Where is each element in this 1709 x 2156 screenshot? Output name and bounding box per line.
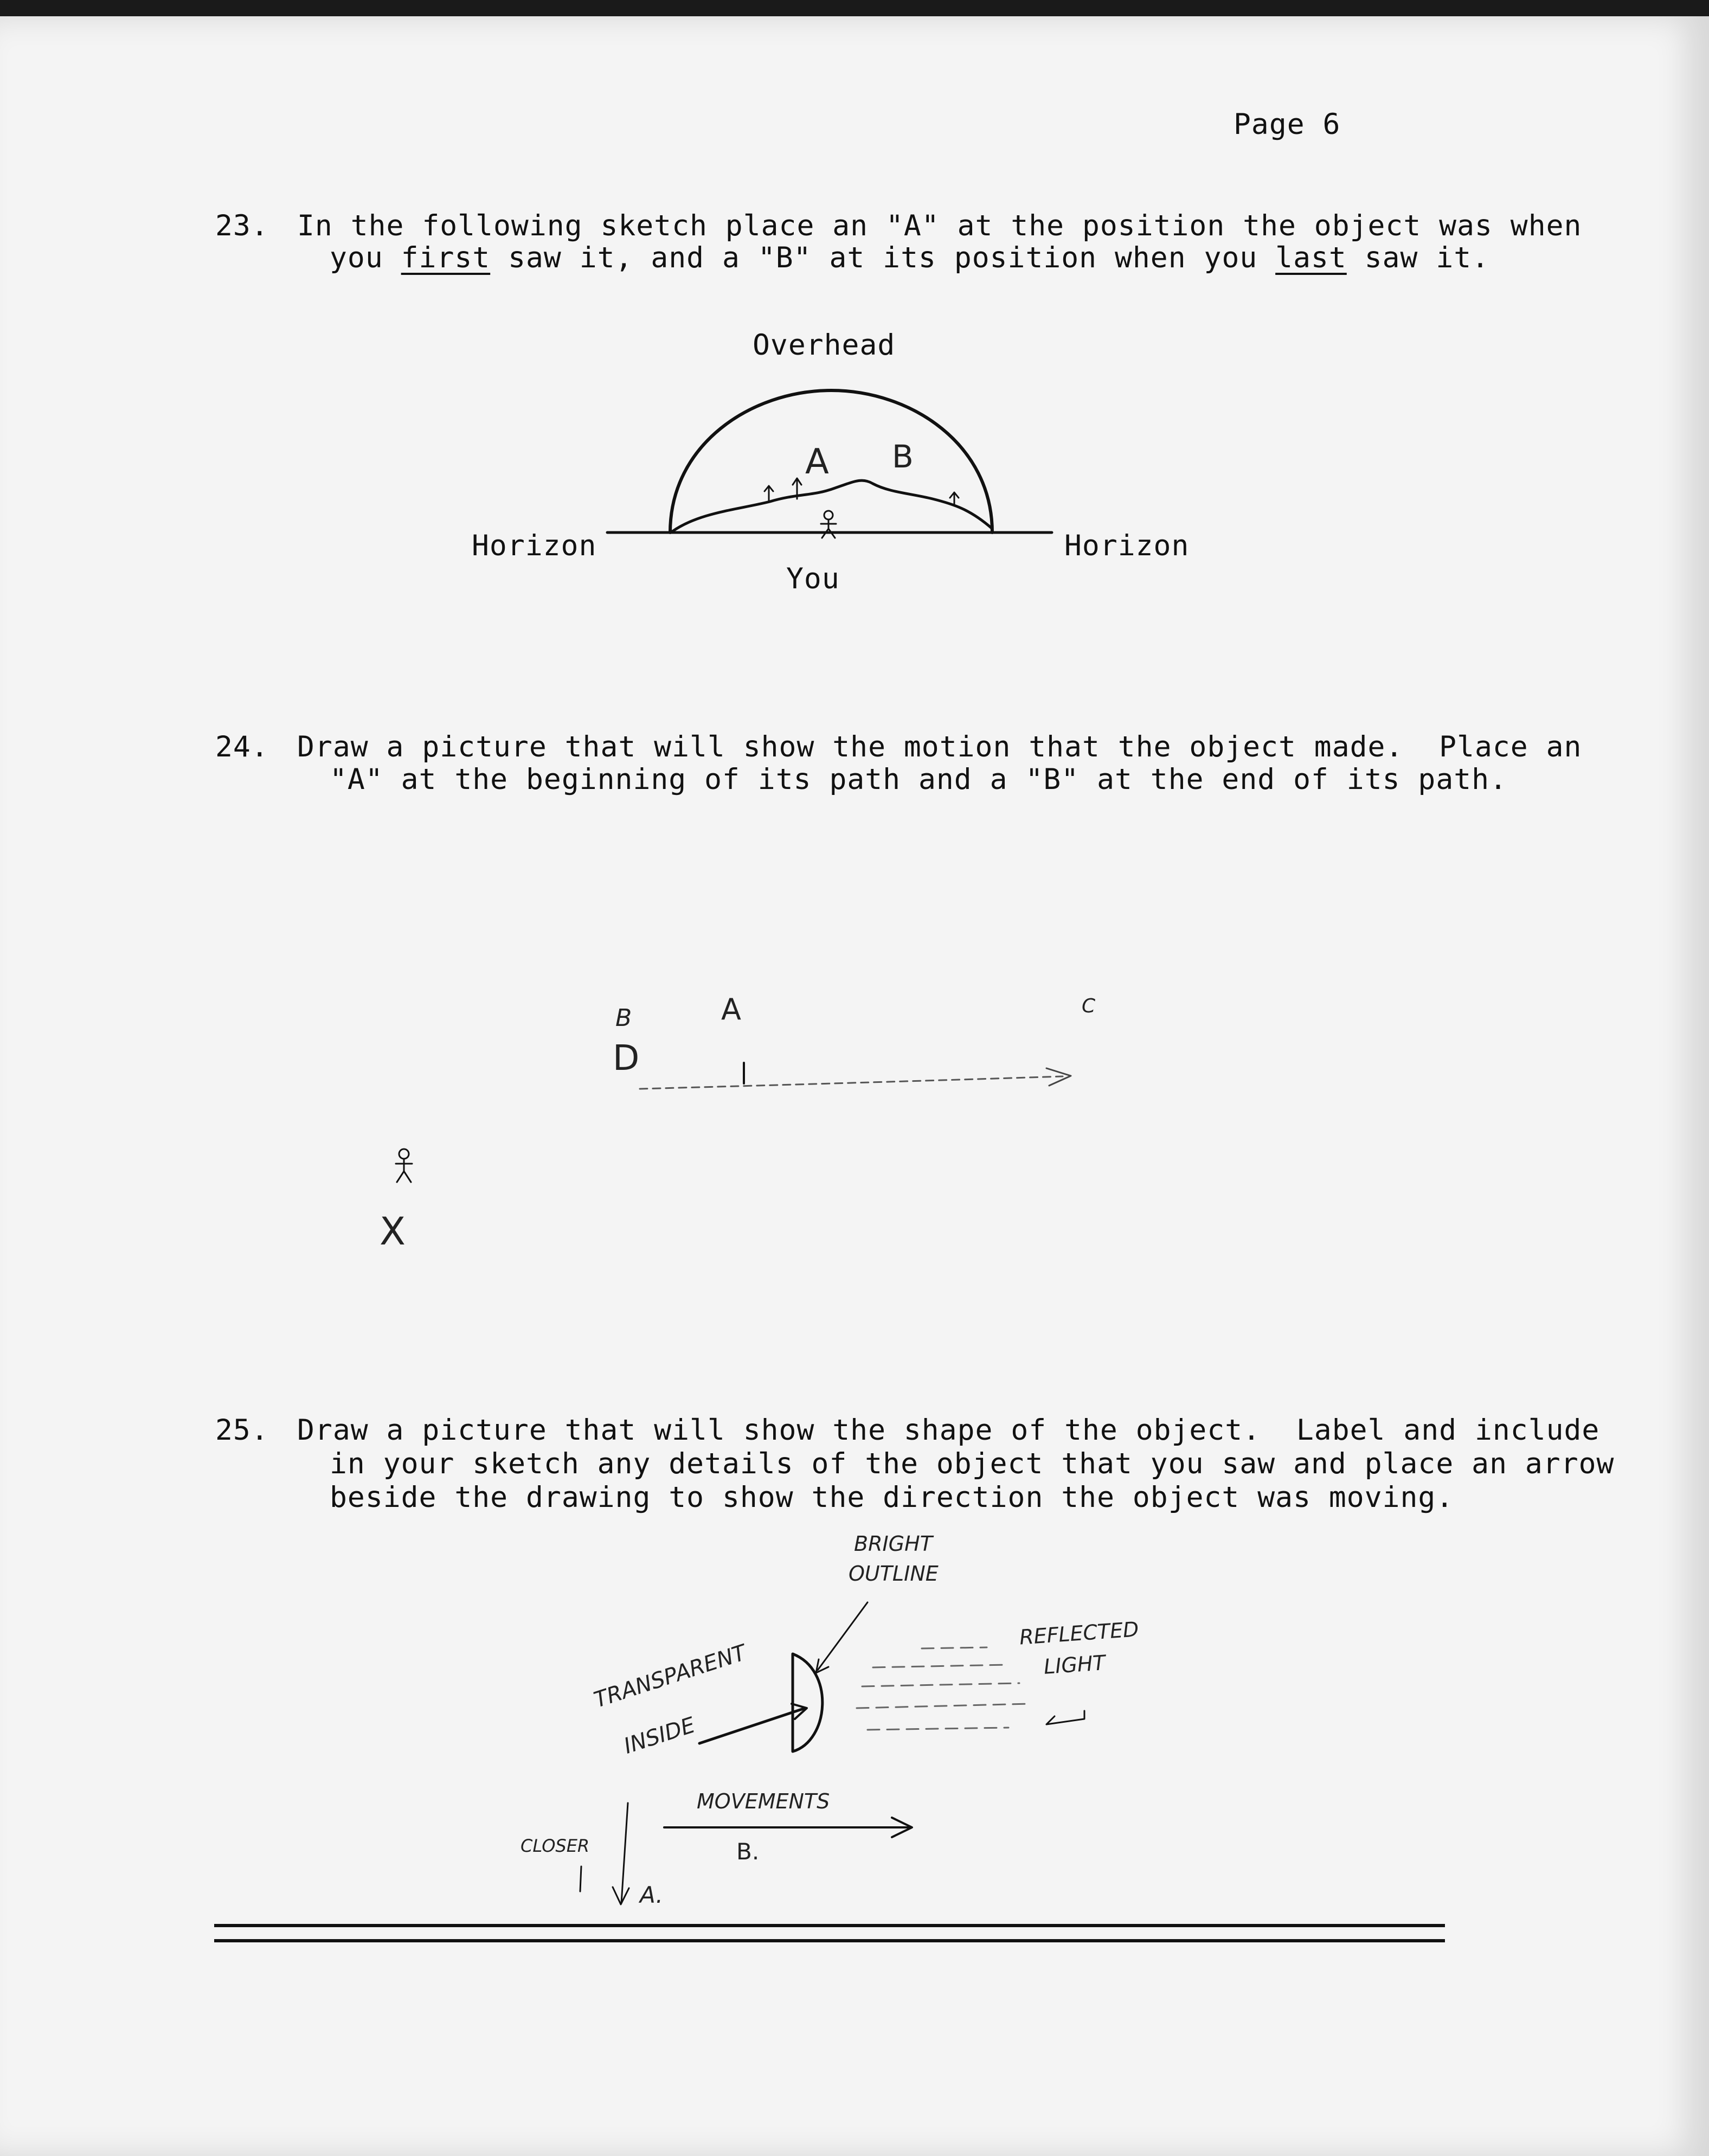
- you-label: You: [786, 562, 840, 595]
- bright-label-line1: BRIGHT: [854, 1532, 933, 1556]
- handwritten-a-mark: A: [805, 442, 829, 482]
- q23-first-word: first: [401, 241, 491, 274]
- reflected-label-line2: LIGHT: [1043, 1651, 1107, 1679]
- overhead-label: Overhead: [753, 329, 896, 362]
- bottom-rule-upper: [214, 1924, 1445, 1927]
- q24-line1: Draw a picture that will show the motion that the object made. Place an: [297, 730, 1582, 763]
- movement-label-b: B.: [736, 1838, 760, 1865]
- q23-line1: In the following sketch place an "A" at the position the object was when: [297, 209, 1582, 242]
- document-page: [0, 16, 1709, 2156]
- observer-stick-figure: [396, 1149, 412, 1182]
- sketch-label-d: D: [613, 1038, 640, 1079]
- reflected-light-arrow: [1046, 1711, 1084, 1724]
- q23-number: 23.: [215, 209, 269, 242]
- sketch-label-a: A: [721, 992, 741, 1026]
- q25-line1: Draw a picture that will show the shape of the object. Label and include: [297, 1414, 1600, 1447]
- bright-label-line2: OUTLINE: [849, 1562, 939, 1586]
- reflected-light-dashes: [857, 1647, 1030, 1730]
- vertical-movement-line: [621, 1803, 628, 1903]
- transparent-inside-arrow: [699, 1708, 805, 1743]
- sketch-label-x: X: [380, 1209, 406, 1254]
- reflected-label-line1: REFLECTED: [1018, 1617, 1140, 1650]
- sketch-label-c: C: [1082, 995, 1096, 1017]
- motion-path-dashed-line: [640, 1076, 1063, 1089]
- q24-number: 24.: [215, 730, 269, 763]
- horizon-left-label: Horizon: [472, 529, 597, 562]
- sketch-label-b: B: [615, 1004, 632, 1032]
- q23-text: you: [330, 241, 401, 274]
- sketch-artwork: [0, 16, 1709, 2156]
- bright-outline-pointer: [818, 1602, 868, 1670]
- q23-text: saw it.: [1346, 241, 1490, 274]
- closer-down-tick: [580, 1866, 581, 1891]
- tree-marks: [764, 478, 959, 506]
- movement-label-a: A.: [640, 1882, 663, 1908]
- transparent-label-line1: TRANSPARENT: [591, 1640, 749, 1713]
- q23-text: saw it, and a "B" at its position when you: [490, 241, 1276, 274]
- horizon-right-label: Horizon: [1064, 529, 1190, 562]
- movements-label: MOVEMENTS: [697, 1789, 830, 1813]
- q25-line2: in your sketch any details of the object that you saw and place an arrow: [330, 1447, 1615, 1480]
- q24-line2: "A" at the beginning of its path and a "B" at the end of its path.: [330, 763, 1507, 796]
- transparent-label-line2: INSIDE: [621, 1712, 698, 1759]
- page-number: Page 6: [1233, 108, 1341, 141]
- q23-last-word: last: [1275, 241, 1347, 274]
- q25-line3: beside the drawing to show the direction the object was moving.: [330, 1481, 1454, 1514]
- closer-label: CLOSER: [521, 1836, 590, 1856]
- bottom-rule-lower: [214, 1939, 1445, 1942]
- handwritten-b-mark: B: [892, 438, 914, 475]
- q25-number: 25.: [215, 1414, 269, 1447]
